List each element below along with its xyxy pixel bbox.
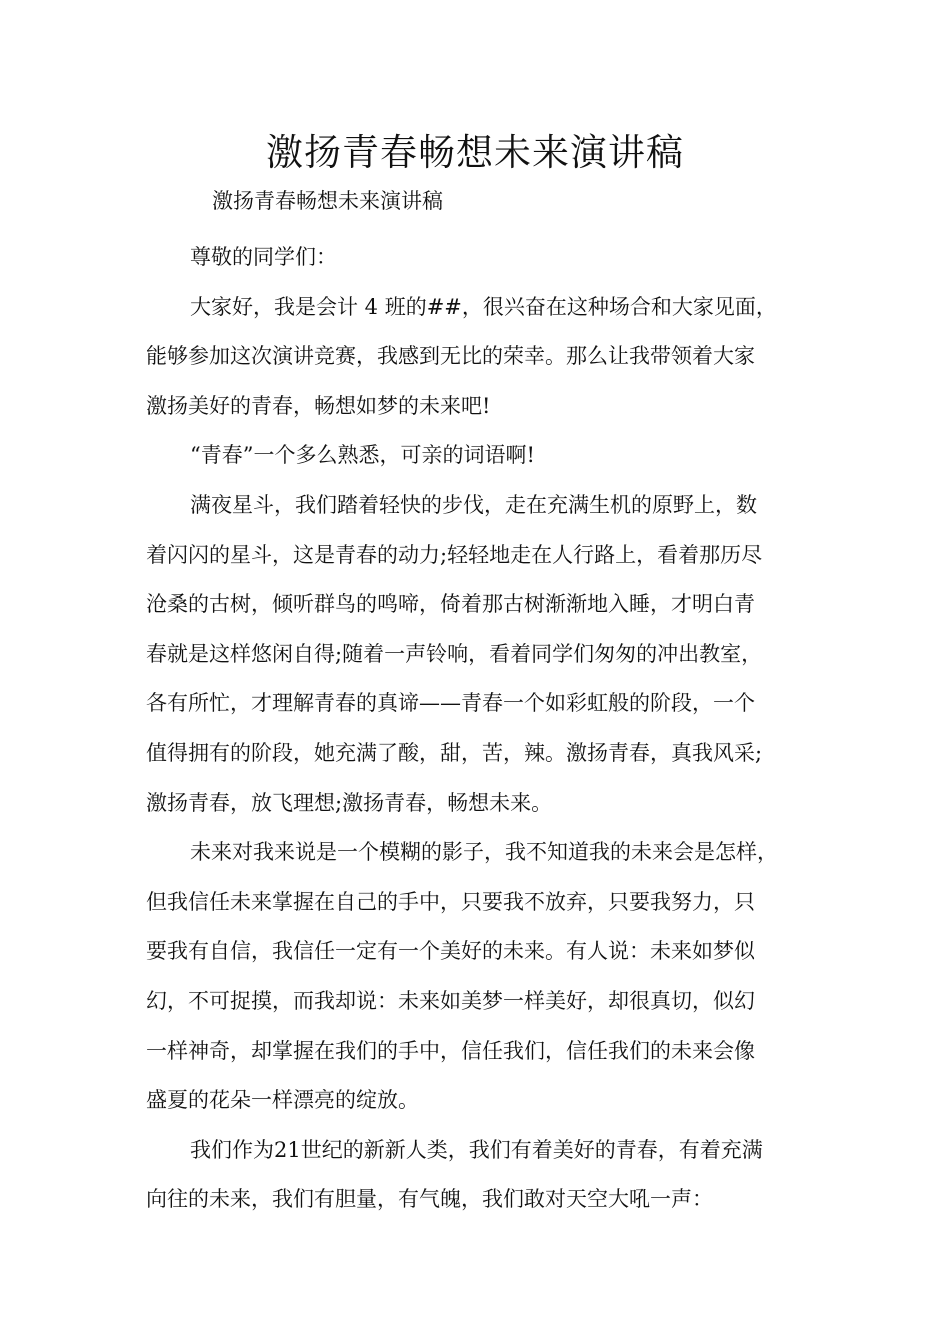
- text-line: 沧桑的古树，倾听群鸟的鸣啼，倚着那古树渐渐地入睡，才明白青: [146, 592, 755, 617]
- text-line: 一样神奇，却掌握在我们的手中，信任我们，信任我们的未来会像: [146, 1038, 755, 1063]
- document-body: [146, 233, 816, 1225]
- text-line: 春就是这样悠闲自得;随着一声铃响，看着同学们匆匆的冲出教室，: [146, 641, 763, 666]
- text-line: 大家好，我是会计 4 班的##，很兴奋在这种场合和大家见面，: [190, 294, 777, 319]
- text-line: 满夜星斗，我们踏着轻快的步伐，走在充满生机的原野上，数: [190, 492, 757, 517]
- document-subtitle: 激扬青春畅想未来演讲稿: [212, 189, 443, 213]
- document-title: 激扬青春畅想未来演讲稿: [266, 131, 684, 174]
- text-line: 激扬美好的青春，畅想如梦的未来吧!: [146, 393, 491, 418]
- greeting-line: 尊敬的同学们：: [190, 245, 337, 269]
- text-line: 向往的未来，我们有胆量，有气魄，我们敢对天空大吼一声：: [146, 1187, 713, 1212]
- text-line: 着闪闪的星斗，这是青春的动力;轻轻地走在人行路上，看着那历尽: [146, 542, 763, 567]
- text-line: 激扬青春，放飞理想;激扬青春，畅想未来。: [146, 790, 553, 815]
- text-line: “青春”一个多么熟悉，可亲的词语啊!: [190, 443, 535, 468]
- text-line: 值得拥有的阶段，她充满了酸，甜，苦，辣。激扬青春，真我风采;: [146, 740, 763, 765]
- text-line: 我们作为21世纪的新新人类，我们有着美好的青春，有着充满: [190, 1137, 763, 1162]
- text-line: 各有所忙，才理解青春的真谛——青春一个如彩虹般的阶段，一个: [146, 691, 755, 716]
- text-line: 幻，不可捉摸，而我却说：未来如美梦一样美好，却很真切，似幻: [146, 988, 755, 1013]
- text-line: 要我有自信，我信任一定有一个美好的未来。有人说：未来如梦似: [146, 939, 755, 964]
- text-line: 未来对我来说是一个模糊的影子，我不知道我的未来会是怎样，: [190, 840, 778, 865]
- text-line: 盛夏的花朵一样漂亮的绽放。: [146, 1088, 419, 1113]
- text-line: 但我信任未来掌握在自己的手中，只要我不放弃，只要我努力，只: [146, 889, 755, 914]
- text-line: 能够参加这次演讲竞赛，我感到无比的荣幸。那么让我带领着大家: [146, 344, 755, 369]
